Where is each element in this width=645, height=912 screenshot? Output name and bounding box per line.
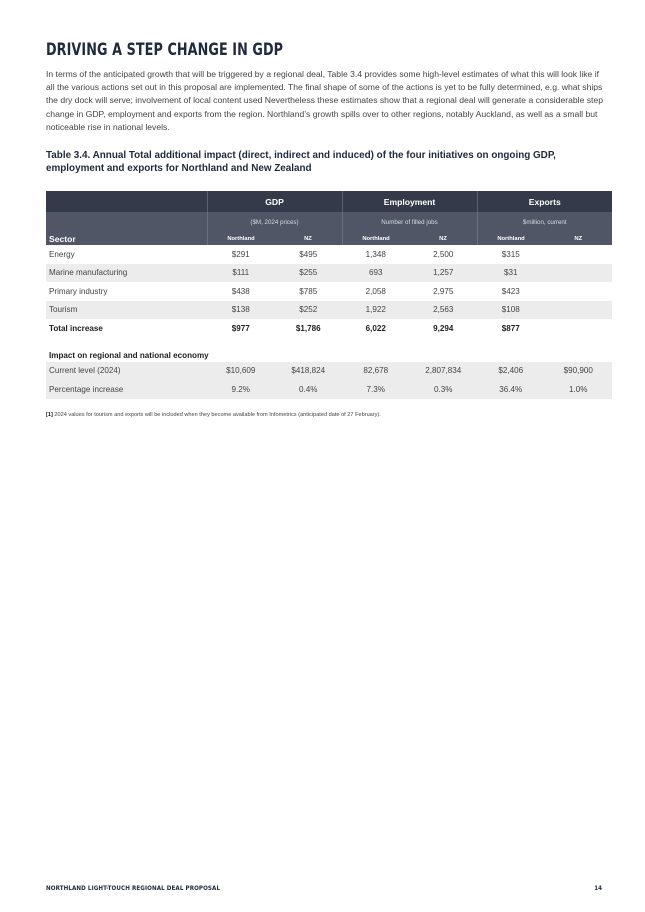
table-cell: 9,294	[433, 323, 454, 333]
table-cell: $291	[231, 249, 250, 259]
table-cell: 82,678	[342, 362, 410, 381]
table-cell: $315	[501, 249, 520, 259]
table-cell: $785	[299, 286, 318, 296]
table-row	[46, 380, 612, 399]
total-row	[46, 319, 612, 338]
table-cell: 2,500	[433, 249, 454, 259]
row-label: Energy	[49, 249, 75, 259]
table-cell: $1,786	[295, 323, 321, 333]
footnote-text: 2024 values for tourism and exports will be included when they become available from Infometrics (anticipated date of 27 February).	[52, 412, 381, 418]
table-row	[46, 301, 612, 320]
table-cell: $877	[501, 323, 520, 333]
table-cell	[545, 301, 613, 320]
header-exports: Exports	[477, 191, 612, 212]
table-cell: 2,807,834	[410, 362, 478, 381]
section-heading: DRIVING A STEP CHANGE IN GDP	[46, 40, 284, 59]
table-cell: $438	[231, 286, 250, 296]
table-cell: $495	[299, 249, 318, 259]
table-group-header-row	[46, 191, 612, 212]
footer-title: NORTHLAND LIGHT-TOUCH REGIONAL DEAL PROPOSAL	[46, 885, 221, 892]
row-label: Tourism	[46, 301, 207, 320]
table-row	[46, 362, 612, 381]
table-cell	[545, 245, 613, 264]
subheader-exports-nz: NZ	[545, 233, 613, 245]
page-number: 14	[594, 885, 602, 892]
row-label: Percentage increase	[46, 380, 207, 399]
table-cell: $90,900	[545, 362, 613, 381]
table-cell: 693	[342, 264, 410, 283]
header-employment: Employment	[342, 191, 477, 212]
units-exports: $million, current	[477, 212, 612, 233]
table-cell: 2,058	[365, 286, 386, 296]
table-cell: 6,022	[365, 323, 386, 333]
table-cell: 1,257	[410, 264, 478, 283]
table-cell: $2,406	[477, 362, 545, 381]
footnote-ref: [1]	[46, 412, 53, 418]
subheader-gdp-nz: NZ	[275, 233, 343, 245]
table-caption: Table 3.4. Annual Total additional impact (direct, indirect and induced) of the four initiatives on ongoing GDP, employment and exports for Northland and New Zealand	[46, 150, 556, 174]
table-cell: 1.0%	[545, 380, 613, 399]
table-cell: $418,824	[275, 362, 343, 381]
table-cell	[545, 282, 613, 301]
row-label: Current level (2024)	[46, 362, 207, 381]
table-cell: $111	[207, 264, 275, 283]
units-employment: Number of filled jobs	[342, 212, 477, 233]
subheader-employment-nz: NZ	[410, 233, 478, 245]
row-label: Marine manufacturing	[46, 264, 207, 283]
row-label: Primary industry	[49, 286, 108, 296]
footnote	[46, 412, 381, 418]
units-gdp: ($M, 2024 prices)	[207, 212, 342, 233]
table-cell: 2,975	[433, 286, 454, 296]
row-label: Total increase	[49, 323, 103, 333]
table-row	[46, 264, 612, 283]
table-subheader-row	[46, 233, 612, 245]
table-cell: 1,348	[365, 249, 386, 259]
table-cell: $423	[501, 286, 520, 296]
subheader-employment-northland: Northland	[342, 233, 410, 245]
table-cell: $108	[477, 301, 545, 320]
table-cell: $255	[275, 264, 343, 283]
table-cell: 1,922	[342, 301, 410, 320]
table-cell: 2,563	[410, 301, 478, 320]
table-row	[46, 282, 612, 301]
table-cell: 0.3%	[410, 380, 478, 399]
impact-section-title-row	[46, 338, 612, 362]
table-cell: 9.2%	[207, 380, 275, 399]
header-gdp: GDP	[207, 191, 342, 212]
table-units-row	[46, 212, 612, 233]
table-cell: $138	[207, 301, 275, 320]
table-row	[46, 245, 612, 264]
table-cell: $31	[477, 264, 545, 283]
subheader-exports-northland: Northland	[477, 233, 545, 245]
impact-section-title: Impact on regional and national economy	[49, 351, 209, 360]
sector-header: Sector	[46, 233, 207, 245]
table-cell	[545, 264, 613, 283]
table-cell: 7.3%	[342, 380, 410, 399]
header-blank	[46, 191, 207, 212]
impact-table	[46, 191, 612, 399]
intro-paragraph: In terms of the anticipated growth that will be triggered by a regional deal, Table 3.4 provides some high-level estimates of what this will look like if all the various actions set out in this proposal are implemented. The final shape of some of the actions is yet to be fully determined, e.g. what ships the dry dock will serve; involvement of local content used Nevertheless these estimates show that a regional deal will generate a considerable step change in GDP, employment and exports from the region. Northland’s growth spills over to other regions, notably Auckland, as well as a small but noticeable rise in national levels.	[46, 69, 603, 132]
units-blank	[46, 212, 207, 233]
table-cell: $10,609	[207, 362, 275, 381]
table-cell: $977	[231, 323, 250, 333]
table-cell: 0.4%	[275, 380, 343, 399]
table-cell: $252	[275, 301, 343, 320]
table-cell	[545, 319, 613, 338]
table-cell: 36.4%	[477, 380, 545, 399]
subheader-gdp-northland: Northland	[207, 233, 275, 245]
